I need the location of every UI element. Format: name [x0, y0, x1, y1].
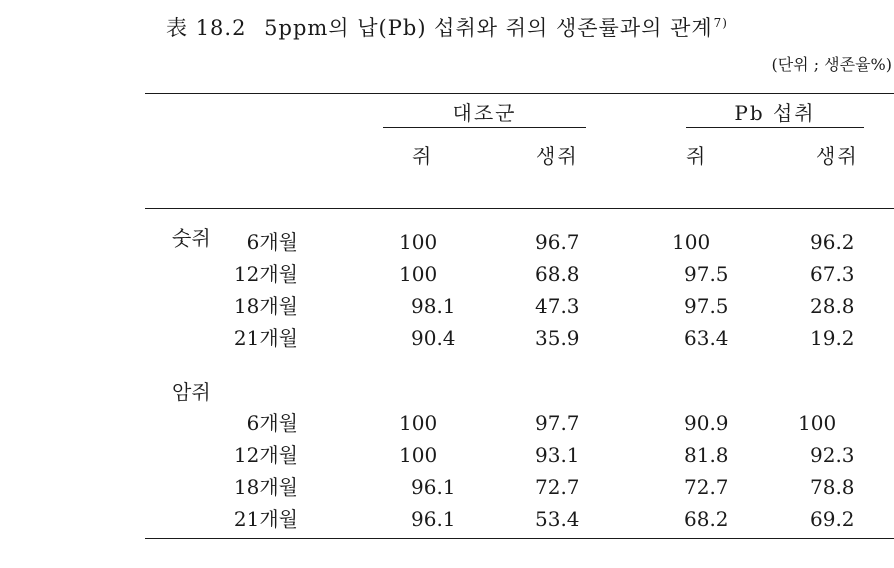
table-title-text: 5ppm의 납(Pb) 섭취와 쥐의 생존률과의 관계: [264, 16, 713, 40]
group-header-control: 대조군: [452, 101, 517, 125]
cell-pb-mouse: 69.2: [810, 507, 855, 531]
table-title: [0, 12, 894, 42]
top-rule: [145, 93, 894, 94]
row-label: 6개월: [246, 411, 298, 435]
cell-pb-rat: 68.2: [684, 507, 729, 531]
row-label: 18개월: [233, 294, 298, 318]
cell-pb-mouse: 19.2: [810, 326, 855, 350]
group-rule-pb: [686, 127, 864, 128]
cell-pb-rat: 90.9: [684, 411, 729, 435]
cell-pb-mouse: 28.8: [810, 294, 855, 318]
table-row: [0, 259, 894, 289]
cell-control-rat: 96.1: [411, 475, 456, 499]
cell-pb-rat: 63.4: [684, 326, 729, 350]
cell-control-mouse: 53.4: [535, 507, 580, 531]
cell-control-mouse: 97.7: [535, 411, 580, 435]
table-row: [0, 472, 894, 502]
cell-control-mouse: 72.7: [535, 475, 580, 499]
table-row: [0, 504, 894, 534]
cell-control-rat: 100: [399, 443, 438, 467]
subheader-pb-mouse: 생쥐: [816, 144, 859, 168]
cell-pb-mouse: 92.3: [810, 443, 855, 467]
subheader-pb-rat: 쥐: [686, 144, 708, 168]
cell-control-rat: 90.4: [411, 326, 456, 350]
section-label-female: 암쥐: [172, 380, 211, 404]
cell-control-mouse: 93.1: [535, 443, 580, 467]
row-label: 12개월: [233, 443, 298, 467]
cell-pb-mouse: 96.2: [810, 230, 855, 254]
row-label: 6개월: [246, 230, 298, 254]
group-header-pb: Pb 섭취: [734, 101, 816, 125]
group-rule-control: [383, 127, 586, 128]
cell-control-rat: 100: [399, 262, 438, 286]
subheader-control-mouse: 생쥐: [536, 144, 579, 168]
cell-pb-rat: 97.5: [684, 294, 729, 318]
cell-pb-mouse: 100: [798, 411, 837, 435]
cell-control-mouse: 68.8: [535, 262, 580, 286]
cell-control-rat: 98.1: [411, 294, 456, 318]
section-label-male: 숫쥐: [172, 226, 211, 250]
table-row: [0, 440, 894, 470]
row-label: 18개월: [233, 475, 298, 499]
cell-control-rat: 96.1: [411, 507, 456, 531]
cell-pb-rat: 72.7: [684, 475, 729, 499]
row-label: 21개월: [233, 507, 298, 531]
subheader-control-rat: 쥐: [412, 144, 434, 168]
cell-pb-rat: 97.5: [684, 262, 729, 286]
row-label: 12개월: [233, 262, 298, 286]
cell-control-mouse: 96.7: [535, 230, 580, 254]
table-number: 表 18.2: [166, 16, 247, 40]
cell-pb-mouse: 78.8: [810, 475, 855, 499]
cell-pb-rat: 100: [672, 230, 711, 254]
table-row: [0, 227, 894, 257]
table-row: [0, 323, 894, 353]
cell-control-rat: 100: [399, 411, 438, 435]
unit-note: (단위 ; 생존율%): [771, 55, 892, 74]
reference-mark: 7): [713, 16, 728, 30]
cell-pb-rat: 81.8: [684, 443, 729, 467]
row-label: 21개월: [233, 326, 298, 350]
table-row: [0, 408, 894, 438]
cell-pb-mouse: 67.3: [810, 262, 855, 286]
header-rule: [145, 208, 894, 209]
cell-control-rat: 100: [399, 230, 438, 254]
cell-control-mouse: 47.3: [535, 294, 580, 318]
bottom-rule: [145, 538, 894, 539]
cell-control-mouse: 35.9: [535, 326, 580, 350]
table-row: [0, 291, 894, 321]
